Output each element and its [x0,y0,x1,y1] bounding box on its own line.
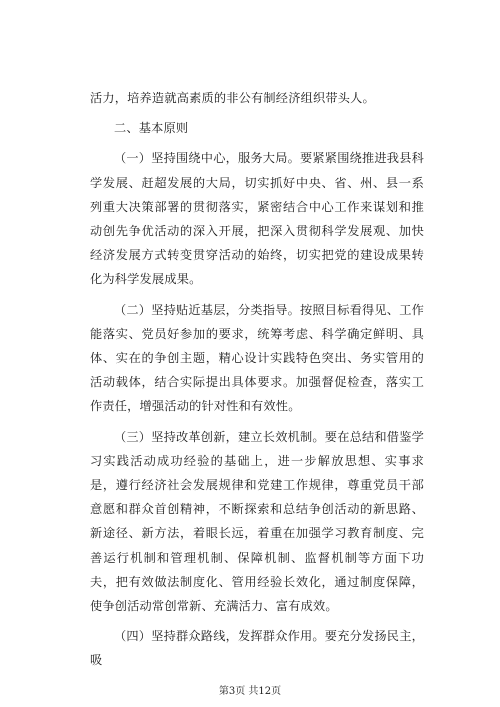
paragraph-principle-3: （三）坚持改革创新，建立长效机制。要在总结和借鉴学习实践活动成功经验的基础上，进一步解放思想、实事求是，遵行经济社会发展规律和党建工作规律，尊重党员干部意愿和群众首创精神，不断探索和总结争创活动的新思路、新途径、新方法，着眼长远，着重在加强学习教育制度、完善运行机制和管理机制、保障机制、监督机制等方面下功夫，把有效做法制度化、管用经验长效化，通过制度保障，使争创活动常创常新、充满活力、富有成效。 [90,429,424,614]
page-number-footer: 第3页 共12页 [218,686,282,697]
paragraph-principle-4: （四）坚持群众路线，发挥群众作用。要充分发扬民主，吸 [90,629,424,668]
paragraph-continuation: 活力，培养造就高素质的非公有制经济组织带头人。 [90,91,375,105]
document-body [90,86,424,679]
section-heading: 二、基本原则 [114,121,189,136]
paragraph-principle-1: （一）坚持围绕中心，服务大局。要紧紧围绕推进我县科学发展、赶超发展的大局，切实抓好中央、省、州、县一系列重大决策部署的贯彻落实，紧密结合中心工作来谋划和推动创先争优活动的深入开展，把深入贯彻科学发展观、加快经济发展方式转变贯穿活动的始终，切实把党的建设成果转化为科学发展成果。 [90,151,424,287]
paragraph-principle-2: （二）坚持贴近基层，分类指导。按照目标看得见、工作能落实、党员好参加的要求，统筹考虑、科学确定鲜明、具体、实在的争创主题，精心设计实践特色突出、务实管用的活动载体，结合实际提出具体要求。加强督促检查，落实工作责任，增强活动的针对性和有效性。 [90,302,424,414]
